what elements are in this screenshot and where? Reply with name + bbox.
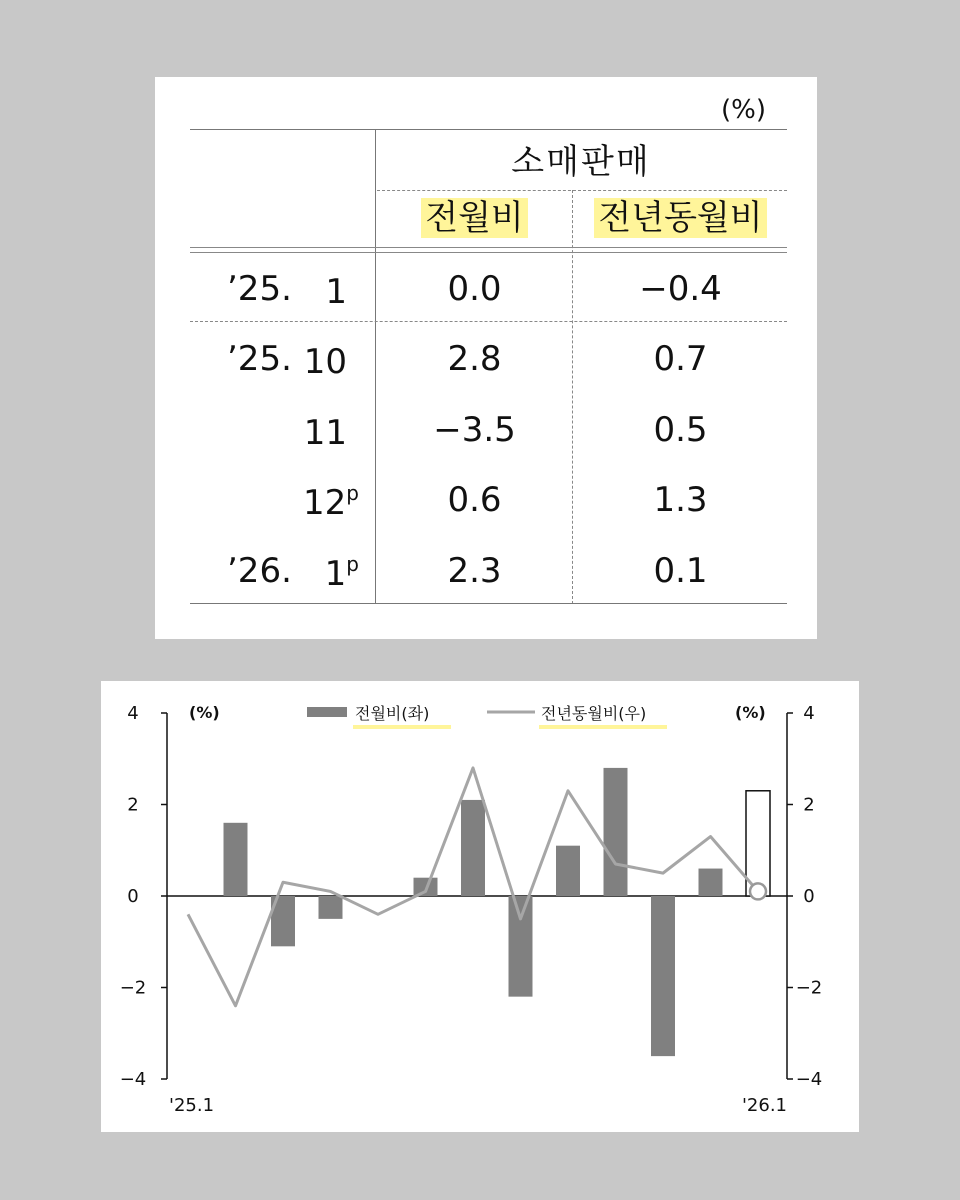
right-tick-label: −4 (795, 1069, 823, 1090)
table-unit-label: (%) (721, 95, 766, 125)
cell-mom: −3.5 (433, 410, 516, 450)
legend-label-yoy: 전년동월비(우) (541, 704, 647, 723)
right-unit-label: (%) (735, 703, 766, 722)
bar (556, 846, 580, 896)
cell-mom: 0.0 (447, 269, 502, 309)
cell-yoy: 0.5 (653, 410, 708, 450)
bar (509, 896, 533, 997)
left-tick-label: 4 (127, 703, 139, 724)
cell-yoy: 1.3 (653, 480, 708, 520)
right-tick-label: 4 (803, 703, 815, 724)
left-unit-label: (%) (189, 703, 220, 722)
bar (604, 768, 628, 896)
row-month: 10 (303, 342, 347, 382)
group-header-rule (377, 190, 787, 191)
bar-series (224, 768, 771, 1056)
bar (414, 878, 438, 896)
row-month: 11 (303, 413, 347, 453)
bar (461, 800, 485, 896)
table-bottom-rule (190, 603, 787, 604)
row-month: 1$^p$ (324, 552, 359, 594)
left-tick-label: 2 (127, 794, 139, 816)
table-vertical-rule (375, 129, 376, 604)
cell-mom: 2.3 (447, 551, 502, 591)
cell-yoy: 0.7 (653, 339, 708, 379)
header-double-rule (190, 247, 787, 253)
bar (699, 869, 723, 896)
chart-card (101, 681, 859, 1132)
bar (651, 896, 675, 1056)
row-month: 12$^p$ (303, 481, 359, 523)
legend-bar-swatch (307, 707, 347, 717)
row-year: ’26. (227, 551, 292, 591)
group-header: 소매판매 (511, 142, 651, 182)
chart-labels (120, 703, 823, 1116)
right-tick-label: −2 (795, 977, 823, 999)
bar (319, 896, 343, 919)
cell-yoy: −0.4 (639, 269, 722, 309)
x-end-label: '26.1 (741, 1095, 787, 1116)
row-month: 1 (325, 272, 347, 312)
bar (224, 823, 248, 896)
legend-highlight (539, 725, 667, 729)
legend-label-mom: 전월비(좌) (355, 704, 430, 723)
left-tick-label: −4 (119, 1069, 147, 1090)
right-tick-label: 2 (803, 794, 815, 816)
col-header-mom: 전월비 (421, 198, 528, 238)
line-end-marker (750, 883, 766, 899)
row-year: ’25. (227, 269, 292, 309)
table-card (155, 77, 817, 639)
col-header-yoy: 전년동월비 (594, 198, 766, 238)
combo-chart (101, 681, 859, 1132)
table-top-rule (190, 129, 787, 130)
cell-yoy: 0.1 (653, 551, 708, 591)
legend-highlight (353, 725, 451, 729)
row-year: ’25. (227, 339, 292, 379)
right-tick-label: 0 (803, 886, 815, 907)
cell-mom: 0.6 (447, 480, 502, 520)
row-separator (190, 321, 787, 322)
left-tick-label: 0 (127, 886, 139, 907)
x-start-label: '25.1 (169, 1095, 215, 1116)
left-tick-label: −2 (119, 977, 147, 999)
cell-mom: 2.8 (447, 339, 502, 379)
